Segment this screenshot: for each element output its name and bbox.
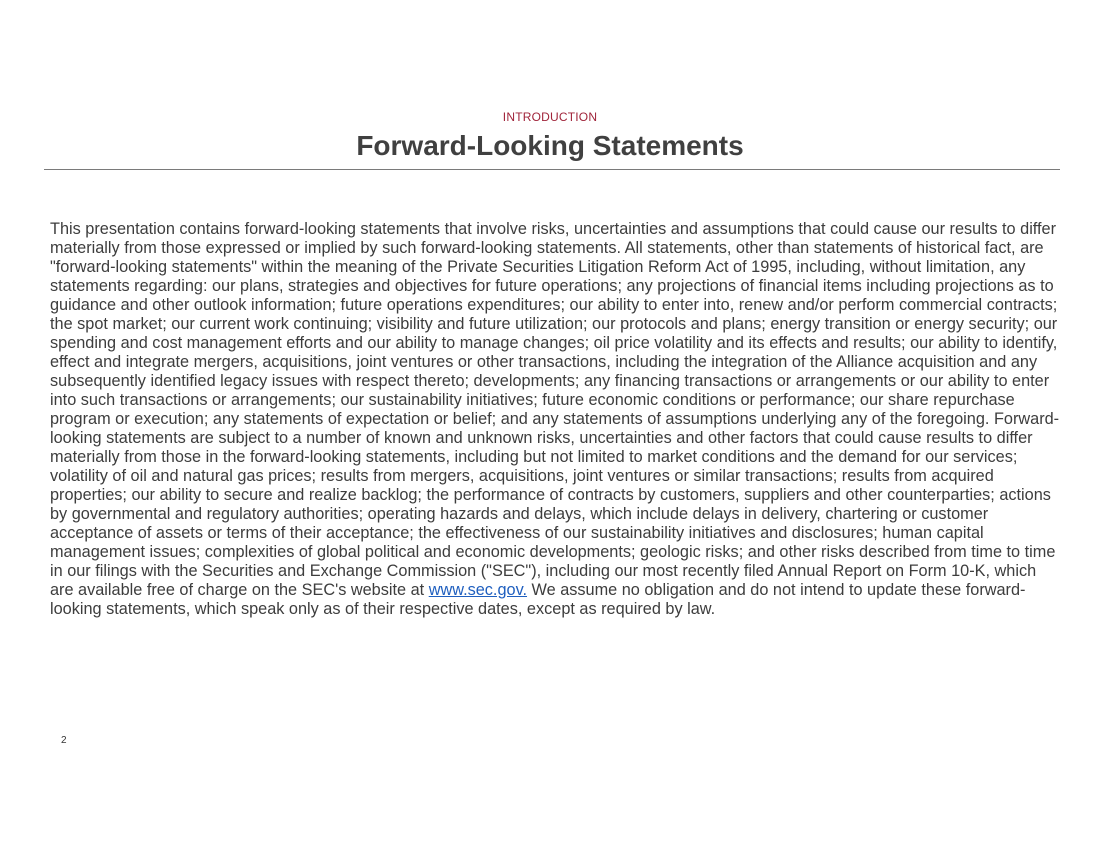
- title-divider: [44, 169, 1060, 170]
- section-label: INTRODUCTION: [502, 110, 598, 124]
- sec-website-link[interactable]: www.sec.gov.: [428, 581, 528, 599]
- body-text-after-link: We assume no obligation and do not intend to update these forward-looking statements, which speak only as of their respective dates, except as required by law.: [50, 581, 1026, 618]
- body-text-before-link: This presentation contains forward-looking statements that involve risks, uncertainties and assumptions that could cause our results to differ materially from those expressed or implied by such forward-looking statements. All statements, other than statements of historical fact, are "forward-looking statements" within the meaning of the Private Securities Litigation Reform Act of 1995, including, without limitation, any statements regarding: our plans, strategies and objectives for future operations; any projections of financial items including projections as to guidance and other outlook information; future operations expenditures; our ability to enter into, renew and/or perform commercial contracts; the spot market; our current work continuing; visibility and future utilization; our protocols and plans; energy transition or energy security; our spending and cost management efforts and our ability to manage changes; oil price volatility and its effects and results; our ability to identify, effect and integrate mergers, acquisitions, joint ventures or other transactions, including the integration of the Alliance acquisition and any subsequently identified legacy issues with respect thereto; developments; any financing transactions or arrangements or our ability to enter into such transactions or arrangements; our sustainability initiatives; future economic conditions or performance; our share repurchase program or execution; any statements of expectation or belief; and any statements of assumptions underlying any of the foregoing. Forward-looking statements are subject to a number of known and unknown risks, uncertainties and other factors that could cause results to differ materially from those in the forward-looking statements, including but not limited to market conditions and the demand for our services; volatility of oil and natural gas prices; results from mergers, acquisitions, joint ventures or similar transactions; results from acquired properties; our ability to secure and realize backlog; the performance of contracts by customers, suppliers and other counterparties; actions by governmental and regulatory authorities; operating hazards and delays, which include delays in delivery, chartering or customer acceptance of assets or terms of their acceptance; the effectiveness of our sustainability initiatives and disclosures; human capital management issues; complexities of global political and economic developments; geologic risks; and other risks described from time to time in our filings with the Securities and Exchange Commission ("SEC"), including our most recently filed Annual Report on Form 10-K, which are available free of charge on the SEC's website at: [50, 220, 1060, 599]
- forward-looking-statement-paragraph: [50, 220, 1060, 619]
- page-number: 2: [61, 735, 67, 746]
- page-title: Forward-Looking Statements: [356, 130, 744, 161]
